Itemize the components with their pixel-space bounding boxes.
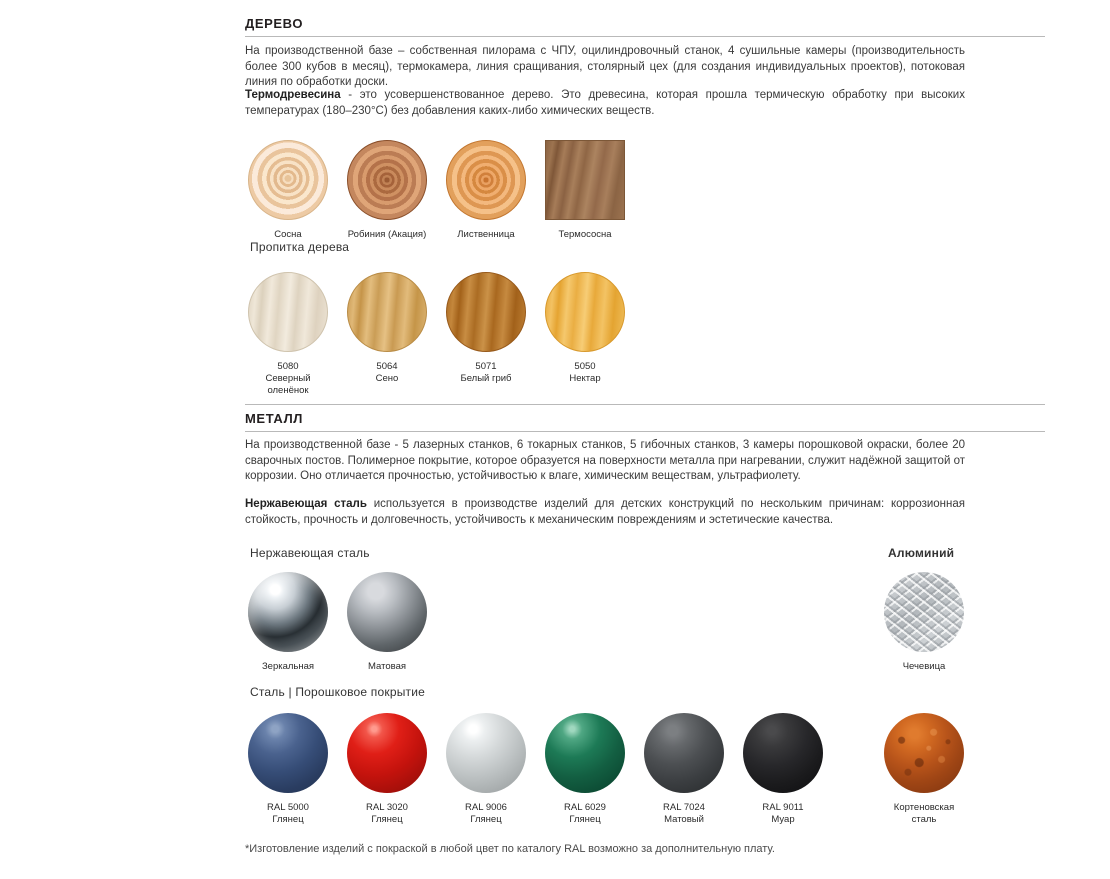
divider-metal [245, 431, 1045, 432]
wood-paragraph-2-lead: Термодревесина [245, 89, 341, 101]
stainless-title: Нержавеющая сталь [250, 546, 370, 560]
powder-swatch-ral-7024 [644, 713, 724, 793]
powder-item[interactable] [344, 713, 430, 826]
stainless-item[interactable] [245, 572, 331, 673]
powder-code: RAL 7024 [663, 802, 705, 813]
section-header-metal [245, 404, 1045, 432]
wood-species-label: Термососна [558, 229, 612, 240]
wood-species-swatch-termososna [545, 140, 625, 220]
wood-species-swatch-sosna [248, 140, 328, 220]
powder-finish: Глянец [371, 814, 403, 825]
corten-swatch [884, 713, 964, 793]
wood-species-swatch-robinia [347, 140, 427, 220]
corten-label-sub: сталь [911, 814, 937, 825]
powder-item[interactable] [245, 713, 331, 826]
aluminium-label: Чечевица [902, 661, 946, 672]
wood-paragraph-2 [245, 88, 965, 119]
wood-species-item[interactable] [443, 140, 529, 241]
aluminium-swatch-chechevica [884, 572, 964, 652]
section-title-wood: ДЕРЕВО [245, 16, 304, 31]
impregnation-swatch-5071 [446, 272, 526, 352]
powder-code: RAL 5000 [267, 802, 309, 813]
powder-swatch-ral-6029 [545, 713, 625, 793]
powder-finish: Глянец [272, 814, 304, 825]
impregnation-item[interactable] [344, 272, 430, 385]
section-title-metal: МЕТАЛЛ [245, 411, 304, 426]
impregnation-code: 5080 [277, 361, 299, 372]
divider-wood [245, 36, 1045, 37]
divider-metal-top [245, 404, 1045, 405]
stainless-swatch-mirror [248, 572, 328, 652]
powder-swatch-ral-3020 [347, 713, 427, 793]
wood-species-item[interactable] [245, 140, 331, 241]
impregnation-code: 5071 [475, 361, 497, 372]
footnote: *Изготовление изделий с покраской в любой цвет по каталогу RAL возможно за дополнительную плату. [245, 843, 775, 855]
powder-swatch-ral-9006 [446, 713, 526, 793]
aluminium-item[interactable] [881, 572, 967, 673]
impregnation-code: 5050 [574, 361, 596, 372]
powder-item[interactable] [542, 713, 628, 826]
impregnation-label: Северный оленёнок [265, 373, 311, 396]
powder-title: Сталь | Порошковое покрытие [250, 685, 425, 699]
powder-item[interactable] [641, 713, 727, 826]
aluminium-title-text: Алюминий [888, 546, 955, 560]
section-header-wood [245, 16, 1045, 37]
wood-species-label: Сосна [274, 229, 302, 240]
corten-item[interactable] [881, 713, 967, 826]
impregnation-label: Белый гриб [460, 373, 512, 384]
metal-paragraph-2 [245, 497, 965, 528]
impregnation-label: Нектар [569, 373, 601, 384]
powder-finish: Муар [771, 814, 795, 825]
powder-swatch-ral-9011 [743, 713, 823, 793]
impregnation-item[interactable] [245, 272, 331, 397]
powder-code: RAL 6029 [564, 802, 606, 813]
powder-finish: Матовый [664, 814, 704, 825]
wood-species-item[interactable] [542, 140, 628, 241]
powder-code: RAL 9011 [762, 802, 804, 813]
metal-paragraph-2-rest: используется в производстве изделий для детских конструкций по нескольким причинам: коррозионная стойкость, прочность и долговечность, устойчивость к механическим повреждениям и эстетические качества. [245, 498, 965, 526]
wood-paragraph-1 [245, 44, 965, 91]
powder-swatch-ral-5000 [248, 713, 328, 793]
powder-finish: Глянец [569, 814, 601, 825]
impregnation-item[interactable] [542, 272, 628, 385]
stainless-swatch-matte [347, 572, 427, 652]
powder-item[interactable] [740, 713, 826, 826]
impregnation-swatch-5050 [545, 272, 625, 352]
wood-paragraph-2-rest: - это усовершенствованное дерево. Это древесина, которая прошла термическую обработку при высоких температурах (180–230°С) без добавления каких-либо химических веществ. [245, 89, 965, 117]
wood-paragraph-1-text: На производственной базе – собственная пилорама с ЧПУ, оцилиндровочный станок, 4 сушильные камеры (производительность более 300 кубов в месяц), термокамера, линия сращивания, столярный цех (для создания индивидуальных проектов), потоковая линия по обработки доски. [245, 45, 965, 88]
metal-paragraph-2-lead: Нержавеющая сталь [245, 498, 367, 510]
wood-species-label: Робиния (Акация) [347, 229, 427, 240]
stainless-label: Зеркальная [261, 661, 315, 672]
impregnation-code: 5064 [376, 361, 398, 372]
wood-species-item[interactable] [344, 140, 430, 241]
impregnation-title: Пропитка дерева [250, 240, 350, 254]
impregnation-swatch-5080 [248, 272, 328, 352]
impregnation-swatch-5064 [347, 272, 427, 352]
wood-species-swatch-listvennica [446, 140, 526, 220]
aluminium-title [888, 546, 954, 560]
metal-paragraph-1-text: На производственной базе - 5 лазерных станков, 6 токарных станков, 5 гибочных станков, 3 камеры порошковой окраски, более 20 сварочных постов. Полимерное покрытие, которое образуется на поверхности металла при нагревании, служит надёжной защитой от коррозии. Оно отличается прочностью, устойчивостью к влаге, химическим веществам, ультрафиолету. [245, 439, 965, 482]
metal-paragraph-1 [245, 438, 965, 485]
wood-species-label: Лиственница [457, 229, 515, 240]
impregnation-label: Сено [375, 373, 399, 384]
powder-item[interactable] [443, 713, 529, 826]
powder-finish: Глянец [470, 814, 502, 825]
stainless-item[interactable] [344, 572, 430, 673]
impregnation-item[interactable] [443, 272, 529, 385]
powder-code: RAL 3020 [366, 802, 408, 813]
corten-label: Кортеновская [893, 802, 955, 813]
powder-code: RAL 9006 [465, 802, 507, 813]
stainless-label: Матовая [368, 661, 406, 672]
